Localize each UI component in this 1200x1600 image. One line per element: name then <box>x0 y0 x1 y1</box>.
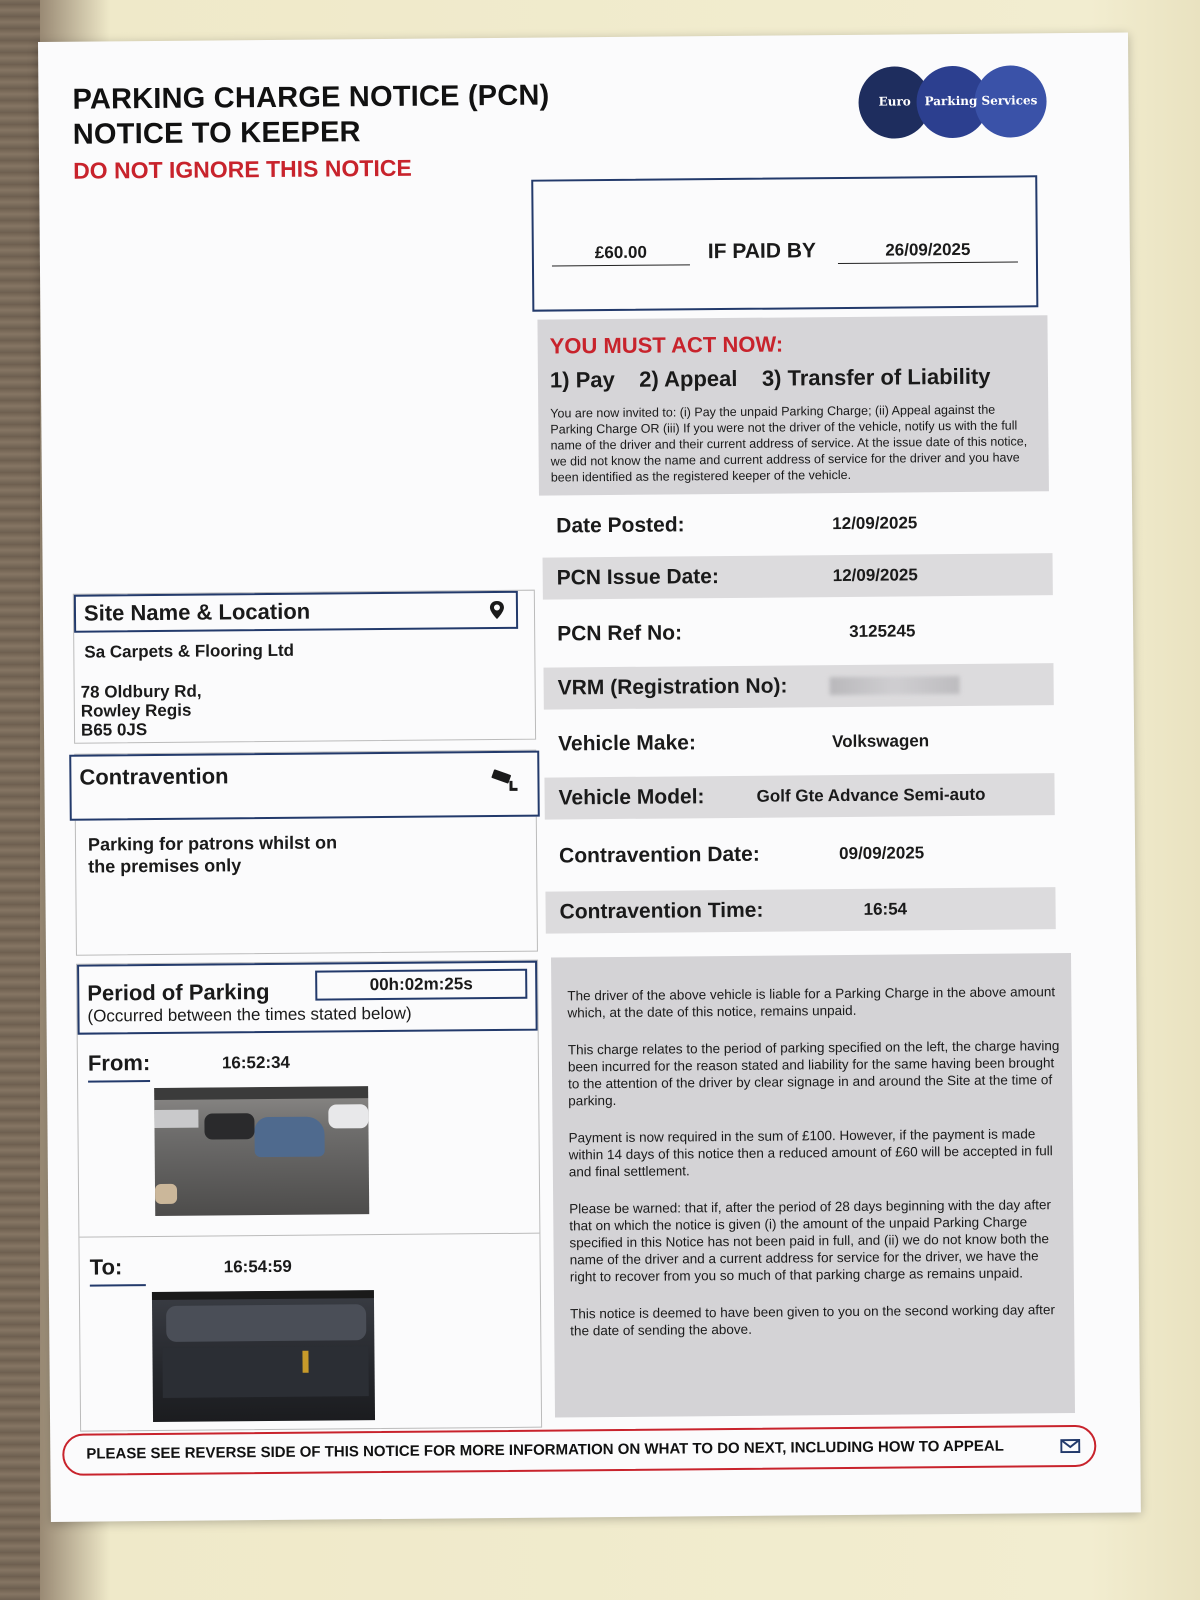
info-paragraph-liability: The driver of the above vehicle is liable for a Parking Charge in the above amount which, at the date of this notice, remains unpaid. <box>567 984 1056 1021</box>
detail-row-pcn-ref <box>543 609 1053 655</box>
site-postcode: B65 0JS <box>80 720 148 740</box>
detail-label: Vehicle Make: <box>558 731 696 756</box>
site-name: Sa Carpets & Flooring Ltd <box>84 640 295 662</box>
site-heading: Site Name & Location <box>83 598 311 626</box>
detail-value: 12/09/2025 <box>832 565 918 586</box>
detail-label: Contravention Time: <box>559 898 764 924</box>
reverse-side-banner <box>62 1425 1096 1476</box>
info-paragraph-deemed-given: This notice is deemed to have been given to you on the second working day after the date of sending the above. <box>570 1302 1055 1339</box>
from-time: 16:52:34 <box>221 1052 291 1073</box>
period-subtitle: (Occurred between the times stated below) <box>87 1003 412 1026</box>
do-not-ignore-warning: DO NOT IGNORE THIS NOTICE <box>73 154 412 184</box>
info-paragraph-charge-reason: This charge relates to the period of parking specified on the left, the charge having been incurred for the reason stated and liability for the same having been brought to the attention of the driver by clear signage in and around the Site at the time of parking. <box>567 1038 1060 1109</box>
contravention-line2: the premises only <box>88 855 242 877</box>
detail-value: Volkswagen <box>832 731 930 752</box>
envelope-icon <box>1060 1439 1080 1453</box>
detail-row-vehicle-make <box>544 719 1054 765</box>
site-heading-bar <box>74 591 518 633</box>
period-heading: Period of Parking <box>87 979 270 1006</box>
detail-label: VRM (Registration No): <box>557 674 788 700</box>
detail-value: Golf Gte Advance Semi-auto <box>756 784 986 806</box>
detail-label: Contravention Date: <box>559 842 760 868</box>
logo-word-euro: Euro <box>878 94 911 109</box>
info-paragraph-warning: Please be warned: that if, after the period of 28 days beginning with the day after that on which the notice is given (i) the amount of the unpaid Parking Charge specified in this Notice has not been paid in full, and (ii) we do not know both the name of the driver and a current address for service for the driver, we have the right to recover from you so much of that parking charge as remains unpaid. <box>569 1197 1052 1285</box>
info-paragraph-payment: Payment is now required in the sum of £100. However, if the payment is made within 14 days of this notice then a reduced amount of £60 will be accepted in full and final settlement. <box>568 1126 1053 1180</box>
detail-row-pcn-issue-date <box>543 553 1053 599</box>
reverse-side-text: PLEASE SEE REVERSE SIDE OF THIS NOTICE FOR MORE INFORMATION ON WHAT TO DO NEXT, INCLUDING HOW TO APPEAL <box>86 1437 1004 1463</box>
to-time: 16:54:59 <box>223 1256 292 1277</box>
period-of-parking-panel <box>76 960 542 1432</box>
site-address-line1: 78 Oldbury Rd, <box>80 681 202 702</box>
detail-row-date-posted <box>542 501 1052 547</box>
detail-value: 16:54 <box>863 899 908 919</box>
cctv-camera-icon <box>489 769 519 793</box>
redacted-registration <box>830 676 960 695</box>
reduced-amount: £60.00 <box>552 242 690 266</box>
liability-information-box <box>551 953 1075 1418</box>
act-now-heading: YOU MUST ACT NOW: <box>549 331 784 359</box>
parking-duration: 00h:02m:25s <box>315 969 527 1001</box>
detail-label: PCN Issue Date: <box>556 565 720 590</box>
contravention-heading-bar <box>69 751 540 821</box>
detail-label: PCN Ref No: <box>557 621 683 646</box>
detail-value: 3125245 <box>849 621 916 641</box>
from-camera-photo <box>154 1086 369 1216</box>
contravention-line1: Parking for patrons whilst on <box>87 832 338 855</box>
period-heading-bar <box>77 961 538 1035</box>
detail-value: 12/09/2025 <box>832 513 918 534</box>
act-now-options: 1) Pay 2) Appeal 3) Transfer of Liability <box>549 363 991 393</box>
payment-box <box>531 175 1038 311</box>
detail-row-contravention-time <box>545 887 1055 933</box>
detail-label: Date Posted: <box>556 513 685 538</box>
contravention-heading: Contravention <box>79 763 229 790</box>
detail-row-vrm <box>543 663 1053 709</box>
notice-title: PARKING CHARGE NOTICE (PCN) <box>72 79 550 116</box>
detail-label: Vehicle Model: <box>558 785 705 810</box>
to-label: To: <box>90 1254 146 1286</box>
to-camera-photo <box>152 1290 375 1422</box>
detail-row-vehicle-model <box>544 773 1054 819</box>
pcn-notice-page <box>38 32 1141 1521</box>
if-paid-by-label: IF PAID BY <box>707 239 817 264</box>
act-now-text: You are now invited to: (i) Pay the unpaid Parking Charge; (ii) Appeal against the Parking Charge OR (iii) If you were not the driver of the vehicle, notify us with the full name of the driver and their current address of service. At the issue date of this notice, we did not know the name and current address of service for the driver and you have been identified as the registered keeper of the vehicle. <box>550 402 1028 485</box>
detail-row-contravention-date <box>545 831 1055 877</box>
detail-value: 09/09/2025 <box>839 843 925 864</box>
site-location-panel <box>73 590 536 744</box>
notice-subtitle: NOTICE TO KEEPER <box>72 116 361 151</box>
pay-by-date: 26/09/2025 <box>838 239 1018 264</box>
from-label: From: <box>88 1050 150 1083</box>
contravention-panel <box>74 750 538 956</box>
site-address-line2: Rowley Regis <box>80 700 192 721</box>
logo-word-parking-services: Parking Services <box>924 93 1038 109</box>
table-surface <box>0 0 40 1600</box>
location-pin-icon <box>486 599 508 621</box>
euro-parking-services-logo <box>858 65 1059 139</box>
act-now-box <box>537 315 1049 495</box>
